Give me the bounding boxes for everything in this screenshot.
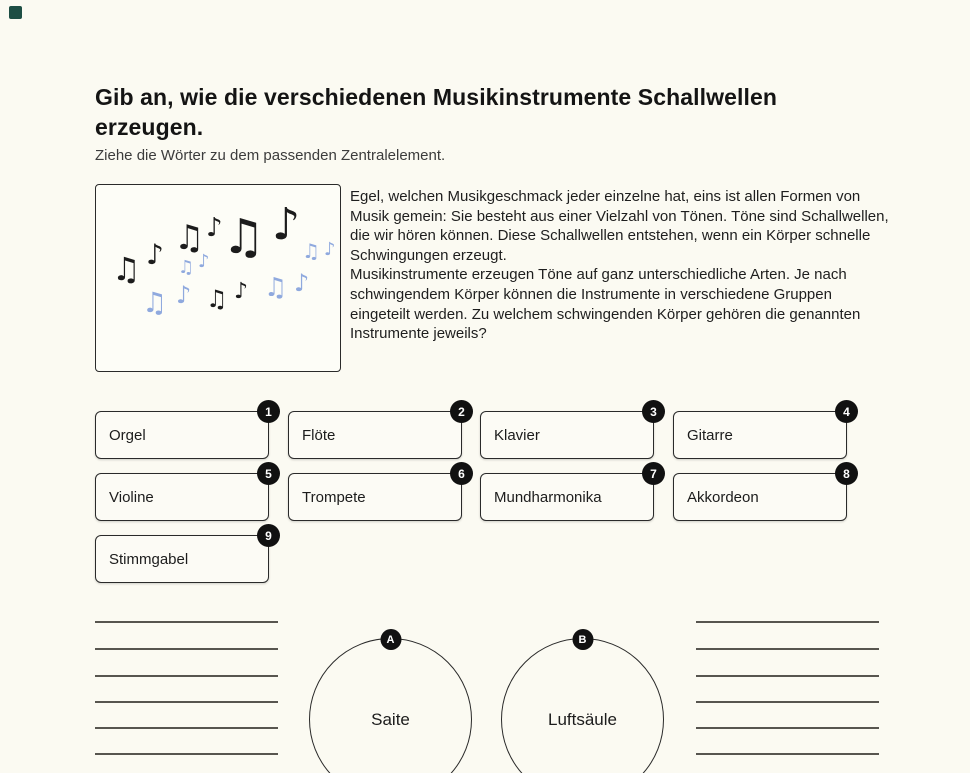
rule-line bbox=[696, 753, 879, 755]
music-note-icon: ♫ bbox=[142, 286, 168, 319]
music-notes-image bbox=[95, 184, 341, 372]
music-note-icon: ♪ bbox=[146, 238, 164, 271]
music-note-icon: ♫ bbox=[302, 239, 320, 263]
drag-item-label: Gitarre bbox=[687, 426, 733, 444]
letter-badge: A bbox=[380, 629, 401, 650]
drag-item-label: Orgel bbox=[109, 426, 146, 444]
drag-item-label: Akkordeon bbox=[687, 488, 759, 506]
music-note-icon: ♫ bbox=[112, 250, 141, 288]
music-note-icon: ♪ bbox=[176, 281, 192, 309]
music-note-icon: ♫ bbox=[264, 273, 288, 303]
music-note-icon: ♫ bbox=[206, 285, 228, 313]
music-note-icon: ♫ bbox=[222, 209, 266, 265]
music-note-icon: ♪ bbox=[206, 213, 223, 243]
music-note-icon: ♪ bbox=[272, 199, 301, 250]
rule-line bbox=[95, 621, 278, 623]
drag-item-stimmgabel[interactable] bbox=[95, 528, 272, 583]
number-badge: 1 bbox=[257, 400, 280, 423]
drag-item-floete[interactable] bbox=[288, 404, 465, 459]
drag-item-label: Violine bbox=[109, 488, 154, 506]
drag-item-orgel[interactable] bbox=[95, 404, 272, 459]
drop-target-saite[interactable] bbox=[309, 633, 472, 773]
number-badge: 4 bbox=[835, 400, 858, 423]
intro-text bbox=[350, 187, 890, 344]
drag-item-akkordeon[interactable] bbox=[673, 466, 850, 521]
rule-line bbox=[696, 727, 879, 729]
page-subtitle: Ziehe die Wörter zu dem passenden Zentralelement. bbox=[95, 147, 446, 164]
intro-paragraph-2: Musikinstrumente erzeugen Töne auf ganz unterschiedliche Arten. Je nach schwingendem Körper können die Instrumente in verschiedene Gruppen eingeteilt werden. Zu welchem schwingenden Körper gehören die genannten Instrumente jeweils? bbox=[350, 266, 861, 343]
number-badge: 3 bbox=[642, 400, 665, 423]
drag-item-label: Stimmgabel bbox=[109, 550, 189, 568]
number-badge: 2 bbox=[450, 400, 473, 423]
page-title: Gib an, wie die verschiedenen Musikinstrumente Schallwellen erzeugen. bbox=[95, 84, 778, 140]
number-badge: 9 bbox=[257, 524, 280, 547]
number-badge: 6 bbox=[450, 462, 473, 485]
music-note-icon: ♫ bbox=[178, 257, 195, 278]
drag-item-gitarre[interactable] bbox=[673, 404, 850, 459]
number-badge: 8 bbox=[835, 462, 858, 485]
number-badge: 7 bbox=[642, 462, 665, 485]
music-note-icon: ♪ bbox=[198, 251, 210, 272]
drag-item-mundharmonika[interactable] bbox=[480, 466, 657, 521]
drop-target-label: Luftsäule bbox=[548, 709, 617, 729]
number-badge: 5 bbox=[257, 462, 280, 485]
drag-item-klavier[interactable] bbox=[480, 404, 657, 459]
music-notes-canvas bbox=[96, 185, 340, 371]
rule-line bbox=[95, 675, 278, 677]
rule-line bbox=[95, 648, 278, 650]
rule-line bbox=[696, 621, 879, 623]
drag-item-violine[interactable] bbox=[95, 466, 272, 521]
corner-marker bbox=[9, 6, 22, 19]
music-note-icon: ♪ bbox=[324, 239, 336, 260]
music-note-icon: ♪ bbox=[234, 279, 249, 304]
drop-target-label: Saite bbox=[371, 709, 410, 729]
rule-line bbox=[696, 648, 879, 650]
drop-target-luftsaeule[interactable] bbox=[501, 633, 664, 773]
letter-badge: B bbox=[572, 629, 593, 650]
drag-item-label: Mundharmonika bbox=[494, 488, 602, 506]
drag-item-label: Trompete bbox=[302, 488, 366, 506]
intro-paragraph-1: Egel, welchen Musikgeschmack jeder einzelne hat, eins ist allen Formen von Musik gemein: Sie besteht aus einer Vielzahl von Tönen. Töne sind Schallwellen, die wir hören können. Diese Schallwellen entstehen, wenn ein Körper schnelle Schwingungen erzeugt. bbox=[350, 188, 889, 264]
rule-line bbox=[696, 675, 879, 677]
drag-item-trompete[interactable] bbox=[288, 466, 465, 521]
rule-line bbox=[95, 701, 278, 703]
music-note-icon: ♪ bbox=[294, 269, 310, 297]
rule-line bbox=[696, 701, 879, 703]
music-note-icon: ♫ bbox=[174, 218, 205, 258]
rule-line bbox=[95, 727, 278, 729]
drag-item-label: Flöte bbox=[302, 426, 336, 444]
drag-item-label: Klavier bbox=[494, 426, 540, 444]
rule-line bbox=[95, 753, 278, 755]
